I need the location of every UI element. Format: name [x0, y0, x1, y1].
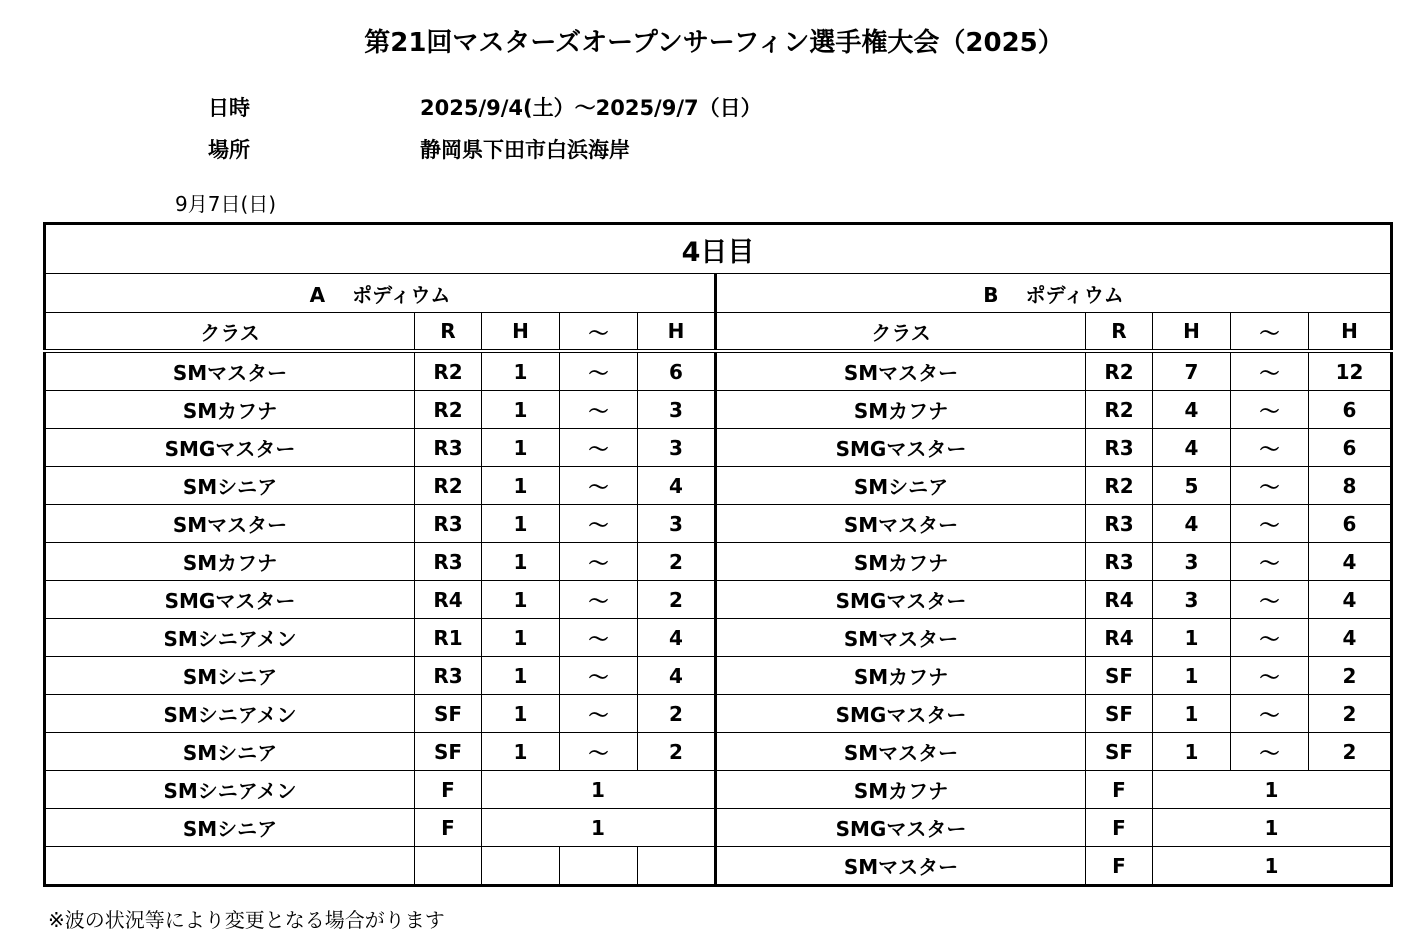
podium-a-heat-from-cell: 1 [482, 467, 560, 505]
podium-b-round-cell: R3 [1086, 429, 1153, 467]
table-row [45, 733, 1392, 771]
table-row [45, 505, 1392, 543]
podium-b-round-cell: R4 [1086, 581, 1153, 619]
podium-a-round-cell: R2 [415, 391, 482, 429]
podium-a-heat-to-cell: 4 [638, 619, 716, 657]
table-row [45, 351, 1392, 391]
podium-a-round-cell: R4 [415, 581, 482, 619]
podium-a-round-cell: SF [415, 733, 482, 771]
place-label: 場所 [208, 138, 250, 162]
podium-a-heat-to-cell: 3 [638, 391, 716, 429]
podium-b-heat-to-cell: 12 [1309, 351, 1392, 391]
podium-b-class-cell: SMマスター [716, 733, 1086, 771]
header-heat-to-b: H [1309, 313, 1392, 352]
podium-b-round-cell: R4 [1086, 619, 1153, 657]
podium-a-class-cell: SMシニア [45, 809, 415, 847]
podium-b-class-cell: SMカフナ [716, 391, 1086, 429]
podium-a-tilde-cell: ～ [560, 695, 638, 733]
podium-a-class-cell: SMカフナ [45, 543, 415, 581]
podium-a-heat-to-cell: 4 [638, 657, 716, 695]
podium-a-heat-from-cell: 1 [482, 619, 560, 657]
podium-a-class-cell: SMシニアメン [45, 619, 415, 657]
footnote: ※波の状況等により変更となる場合がります [48, 908, 445, 932]
podium-a-round-cell: R3 [415, 429, 482, 467]
podium-b-heat-to-cell: 6 [1309, 391, 1392, 429]
header-class-a: クラス [45, 313, 415, 352]
podium-b-class-cell: SMGマスター [716, 429, 1086, 467]
podium-a-tilde-cell: ～ [560, 543, 638, 581]
header-class-b: クラス [716, 313, 1086, 352]
podium-b-heat-cell: 1 [1153, 847, 1392, 886]
podium-b-tilde-cell: ～ [1231, 619, 1309, 657]
podium-a-class-cell: SMシニアメン [45, 771, 415, 809]
podium-a-heat-from-cell: 1 [482, 581, 560, 619]
podium-a-class-cell: SMGマスター [45, 429, 415, 467]
podium-b-class-cell: SMGマスター [716, 581, 1086, 619]
podium-a-heat-to-cell: 2 [638, 695, 716, 733]
podium-a-heat-to-cell: 2 [638, 733, 716, 771]
podium-b-heat-to-cell: 6 [1309, 429, 1392, 467]
podium-a-tilde-cell: ～ [560, 351, 638, 391]
podium-a-heat-to-cell: 2 [638, 543, 716, 581]
podium-a-heat-to-cell: 4 [638, 467, 716, 505]
podium-b-heat-to-cell: 6 [1309, 505, 1392, 543]
podium-b-round-cell: F [1086, 771, 1153, 809]
podium-b-heat-to-cell: 8 [1309, 467, 1392, 505]
podium-a-round-cell: R3 [415, 543, 482, 581]
podium-b-class-cell: SMシニア [716, 467, 1086, 505]
podium-b-heat-from-cell: 5 [1153, 467, 1231, 505]
podium-b-heat-to-cell: 4 [1309, 619, 1392, 657]
header-tilde-a: ～ [560, 313, 638, 352]
podium-a-class-cell: SMマスター [45, 505, 415, 543]
podium-b-class-cell: SMマスター [716, 505, 1086, 543]
podium-a-empty-cell [560, 847, 638, 886]
podium-a-tilde-cell: ～ [560, 391, 638, 429]
podium-b-heat-to-cell: 2 [1309, 733, 1392, 771]
schedule-table [43, 222, 1393, 887]
podium-a-empty-cell [638, 847, 716, 886]
podium-b-class-cell: SMマスター [716, 351, 1086, 391]
podium-b-heat-from-cell: 7 [1153, 351, 1231, 391]
podium-b-class-cell: SMカフナ [716, 771, 1086, 809]
podium-a-class-cell: SMシニア [45, 467, 415, 505]
table-row [45, 467, 1392, 505]
podium-b-heat-to-cell: 2 [1309, 657, 1392, 695]
day-title: 4日目 [45, 224, 1392, 274]
podium-a-heat-to-cell: 6 [638, 351, 716, 391]
podium-a-heat-from-cell: 1 [482, 505, 560, 543]
header-heat-from-b: H [1153, 313, 1231, 352]
podium-a-empty-cell [482, 847, 560, 886]
podium-b-heat-from-cell: 1 [1153, 619, 1231, 657]
podium-b-round-cell: SF [1086, 733, 1153, 771]
date-label: 日時 [208, 96, 250, 120]
podium-a-tilde-cell: ～ [560, 581, 638, 619]
podium-a-round-cell: R3 [415, 657, 482, 695]
date-value: 2025/9/4(土）～2025/9/7（日） [420, 96, 762, 120]
podium-b-heat-from-cell: 3 [1153, 543, 1231, 581]
podium-a-round-cell: F [415, 809, 482, 847]
podium-a-heat-from-cell: 1 [482, 733, 560, 771]
podium-b-class-cell: SMカフナ [716, 657, 1086, 695]
podium-b-class-cell: SMマスター [716, 847, 1086, 886]
podium-b-heat-from-cell: 1 [1153, 657, 1231, 695]
podium-b-class-cell: SMマスター [716, 619, 1086, 657]
podium-b-round-cell: R2 [1086, 351, 1153, 391]
podium-b-tilde-cell: ～ [1231, 505, 1309, 543]
table-row-final [45, 809, 1392, 847]
podium-a-heat-cell: 1 [482, 809, 716, 847]
podium-b-tilde-cell: ～ [1231, 581, 1309, 619]
podium-a-heat-from-cell: 1 [482, 391, 560, 429]
podium-a-round-cell: R2 [415, 467, 482, 505]
podium-a-heat-to-cell: 2 [638, 581, 716, 619]
podium-a-heat-to-cell: 3 [638, 429, 716, 467]
podium-b-heat-to-cell: 2 [1309, 695, 1392, 733]
podium-a-class-cell: SMマスター [45, 351, 415, 391]
podium-b-class-cell: SMカフナ [716, 543, 1086, 581]
podium-a-heat-from-cell: 1 [482, 695, 560, 733]
page-title: 第21回マスターズオープンサーフィン選手権大会（2025） [364, 28, 1064, 58]
podium-a-round-cell: F [415, 771, 482, 809]
podium-b-tilde-cell: ～ [1231, 391, 1309, 429]
podium-a-empty-cell [415, 847, 482, 886]
table-row [45, 429, 1392, 467]
table-row [45, 543, 1392, 581]
podium-b-tilde-cell: ～ [1231, 351, 1309, 391]
podium-b-heat-from-cell: 4 [1153, 429, 1231, 467]
podium-a-class-cell: SMシニア [45, 657, 415, 695]
podium-a-class-cell: SMカフナ [45, 391, 415, 429]
podium-b-round-cell: R3 [1086, 505, 1153, 543]
podium-a-round-cell: R3 [415, 505, 482, 543]
podium-b-heat-to-cell: 4 [1309, 581, 1392, 619]
podium-a-heat-from-cell: 1 [482, 351, 560, 391]
podium-a-header: A ポディウム [45, 274, 716, 313]
podium-a-round-cell: R1 [415, 619, 482, 657]
podium-b-heat-from-cell: 4 [1153, 391, 1231, 429]
podium-b-tilde-cell: ～ [1231, 543, 1309, 581]
header-tilde-b: ～ [1231, 313, 1309, 352]
podium-a-round-cell: SF [415, 695, 482, 733]
podium-b-round-cell: R3 [1086, 543, 1153, 581]
podium-a-heat-to-cell: 3 [638, 505, 716, 543]
header-heat-from-a: H [482, 313, 560, 352]
podium-a-round-cell: R2 [415, 351, 482, 391]
place-value: 静岡県下田市白浜海岸 [420, 138, 630, 162]
podium-a-tilde-cell: ～ [560, 733, 638, 771]
podium-a-heat-from-cell: 1 [482, 543, 560, 581]
podium-a-tilde-cell: ～ [560, 619, 638, 657]
header-round-b: R [1086, 313, 1153, 352]
schedule-date: 9月7日(日) [175, 192, 277, 216]
header-heat-to-a: H [638, 313, 716, 352]
podium-b-tilde-cell: ～ [1231, 467, 1309, 505]
podium-b-heat-from-cell: 1 [1153, 733, 1231, 771]
table-row [45, 619, 1392, 657]
podium-b-heat-cell: 1 [1153, 809, 1392, 847]
podium-a-empty-cell [45, 847, 415, 886]
podium-b-heat-from-cell: 3 [1153, 581, 1231, 619]
podium-b-header: B ポディウム [716, 274, 1392, 313]
podium-b-round-cell: F [1086, 809, 1153, 847]
podium-b-round-cell: SF [1086, 657, 1153, 695]
podium-b-tilde-cell: ～ [1231, 429, 1309, 467]
podium-b-round-cell: SF [1086, 695, 1153, 733]
podium-b-heat-from-cell: 1 [1153, 695, 1231, 733]
table-row-last [45, 847, 1392, 886]
podium-b-round-cell: R2 [1086, 467, 1153, 505]
podium-a-class-cell: SMシニアメン [45, 695, 415, 733]
podium-b-class-cell: SMGマスター [716, 809, 1086, 847]
podium-b-tilde-cell: ～ [1231, 695, 1309, 733]
podium-b-round-cell: R2 [1086, 391, 1153, 429]
table-row [45, 657, 1392, 695]
header-round-a: R [415, 313, 482, 352]
table-row [45, 581, 1392, 619]
podium-b-heat-cell: 1 [1153, 771, 1392, 809]
podium-a-tilde-cell: ～ [560, 429, 638, 467]
table-row [45, 391, 1392, 429]
podium-a-heat-from-cell: 1 [482, 657, 560, 695]
podium-b-tilde-cell: ～ [1231, 657, 1309, 695]
podium-a-tilde-cell: ～ [560, 505, 638, 543]
podium-a-heat-cell: 1 [482, 771, 716, 809]
podium-b-round-cell: F [1086, 847, 1153, 886]
podium-b-heat-from-cell: 4 [1153, 505, 1231, 543]
podium-a-tilde-cell: ～ [560, 467, 638, 505]
podium-a-tilde-cell: ～ [560, 657, 638, 695]
podium-b-tilde-cell: ～ [1231, 733, 1309, 771]
table-row-final [45, 771, 1392, 809]
table-row [45, 695, 1392, 733]
podium-a-class-cell: SMGマスター [45, 581, 415, 619]
podium-b-heat-to-cell: 4 [1309, 543, 1392, 581]
podium-a-heat-from-cell: 1 [482, 429, 560, 467]
podium-a-class-cell: SMシニア [45, 733, 415, 771]
podium-b-class-cell: SMGマスター [716, 695, 1086, 733]
